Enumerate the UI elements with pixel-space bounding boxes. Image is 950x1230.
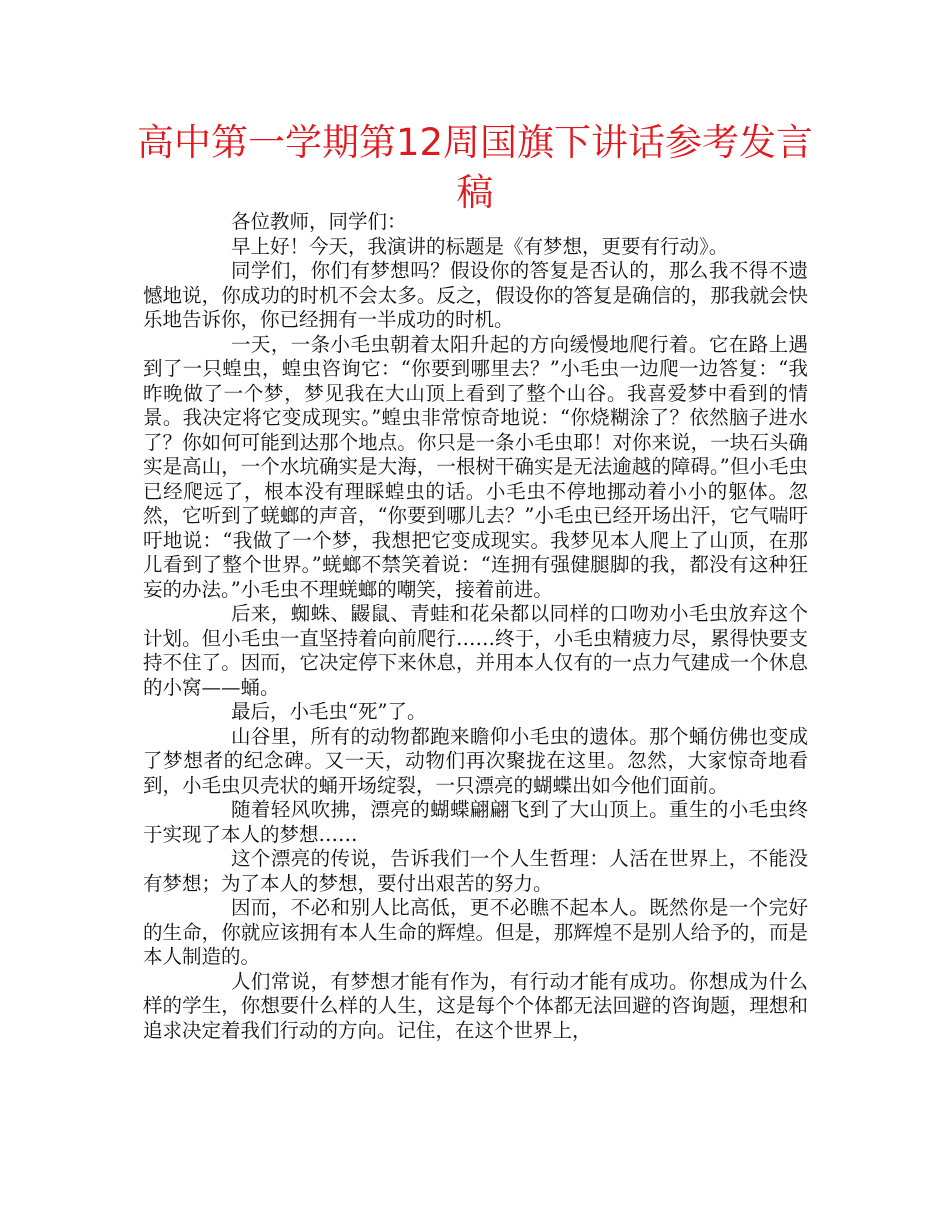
paragraph: 同学们，你们有梦想吗？假设你的答复是否认的，那么我不得不遗憾地说，你成功的时机不会太多。反之，假设你的答复是确信的，那我就会快乐地告诉你，你已经拥有一半成功的时机。: [143, 259, 808, 331]
paragraph: 随着轻风吹拂，漂亮的蝴蝶翩翩飞到了大山顶上。重生的小毛虫终于实现了本人的梦想……: [143, 798, 808, 846]
document-title: 高中第一学期第12周国旗下讲话参考发言稿: [136, 121, 814, 214]
paragraph: 这个漂亮的传说，告诉我们一个人生哲理：人活在世界上，不能没有梦想；为了本人的梦想，要付出艰苦的努力。: [143, 847, 808, 895]
paragraph-greeting: 各位教师，同学们：: [231, 210, 407, 233]
paragraph: 山谷里，所有的动物都跑来瞻仰小毛虫的遗体。那个蛹仿佛也变成了梦想者的纪念碑。又一天，动物们再次聚拢在这里。忽然，大家惊奇地看到，小毛虫贝壳状的蛹开场绽裂，一只漂亮的蝴蝶出如今他们面前。: [143, 724, 808, 797]
paragraph: 因而，不必和别人比高低，更不必瞧不起本人。既然你是一个完好的生命，你就应该拥有本人生命的辉煌。但是，那辉煌不是别人给予的，而是本人制造的。: [143, 896, 808, 968]
paragraph: 后来，蜘蛛、鼹鼠、青蛙和花朵都以同样的口吻劝小毛虫放弃这个计划。但小毛虫一直坚持着向前爬行……终于，小毛虫精疲力尽，累得快要支持不住了。因而，它决定停下来休息，并用本人仅有的一点力气建成一个休息的小窝——蛹。: [143, 602, 808, 699]
paragraph: 人们常说，有梦想才能有作为，有行动才能有成功。你想成为什么样的学生，你想要什么样的人生，这是每个个体都无法回避的咨询题，理想和追求决定着我们行动的方向。记住，在这个世界上，: [143, 969, 808, 1042]
document-body: [143, 210, 808, 1043]
paragraph: 最后，小毛虫“死”了。: [231, 700, 427, 723]
paragraph-topic: 早上好！今天，我演讲的标题是《有梦想，更要有行动》。: [231, 234, 729, 258]
paragraph: 一天，一条小毛虫朝着太阳升起的方向缓慢地爬行着。它在路上遇到了一只蝗虫，蝗虫咨询它：“你要到哪里去？”小毛虫一边爬一边答复：“我昨晚做了一个梦，梦见我在大山顶上看到了整个山谷。我喜爱梦中看到的情景。我决定将它变成现实。”蝗虫非常惊奇地说：“你烧糊涂了？依然脑子进水了？你如何可能到达那个地点。你只是一条小毛虫耶！对你来说，一块石头确实是高山，一个水坑确实是大海，一根树干确实是无法逾越的障碍。”但小毛虫已经爬远了，根本没有理睬蝗虫的话。小毛虫不停地挪动着小小的躯体。忽然，它听到了蜣螂的声音，“你要到哪儿去？”小毛虫已经开场出汗，它气喘吁吁地说：“我做了一个梦，我想把它变成现实。我梦见本人爬上了山顶，在那儿看到了整个世界。”蜣螂不禁笑着说：“连拥有强健腿脚的我，都没有这种狂妄的办法。”小毛虫不理蜣螂的嘲笑，接着前进。: [143, 332, 808, 601]
